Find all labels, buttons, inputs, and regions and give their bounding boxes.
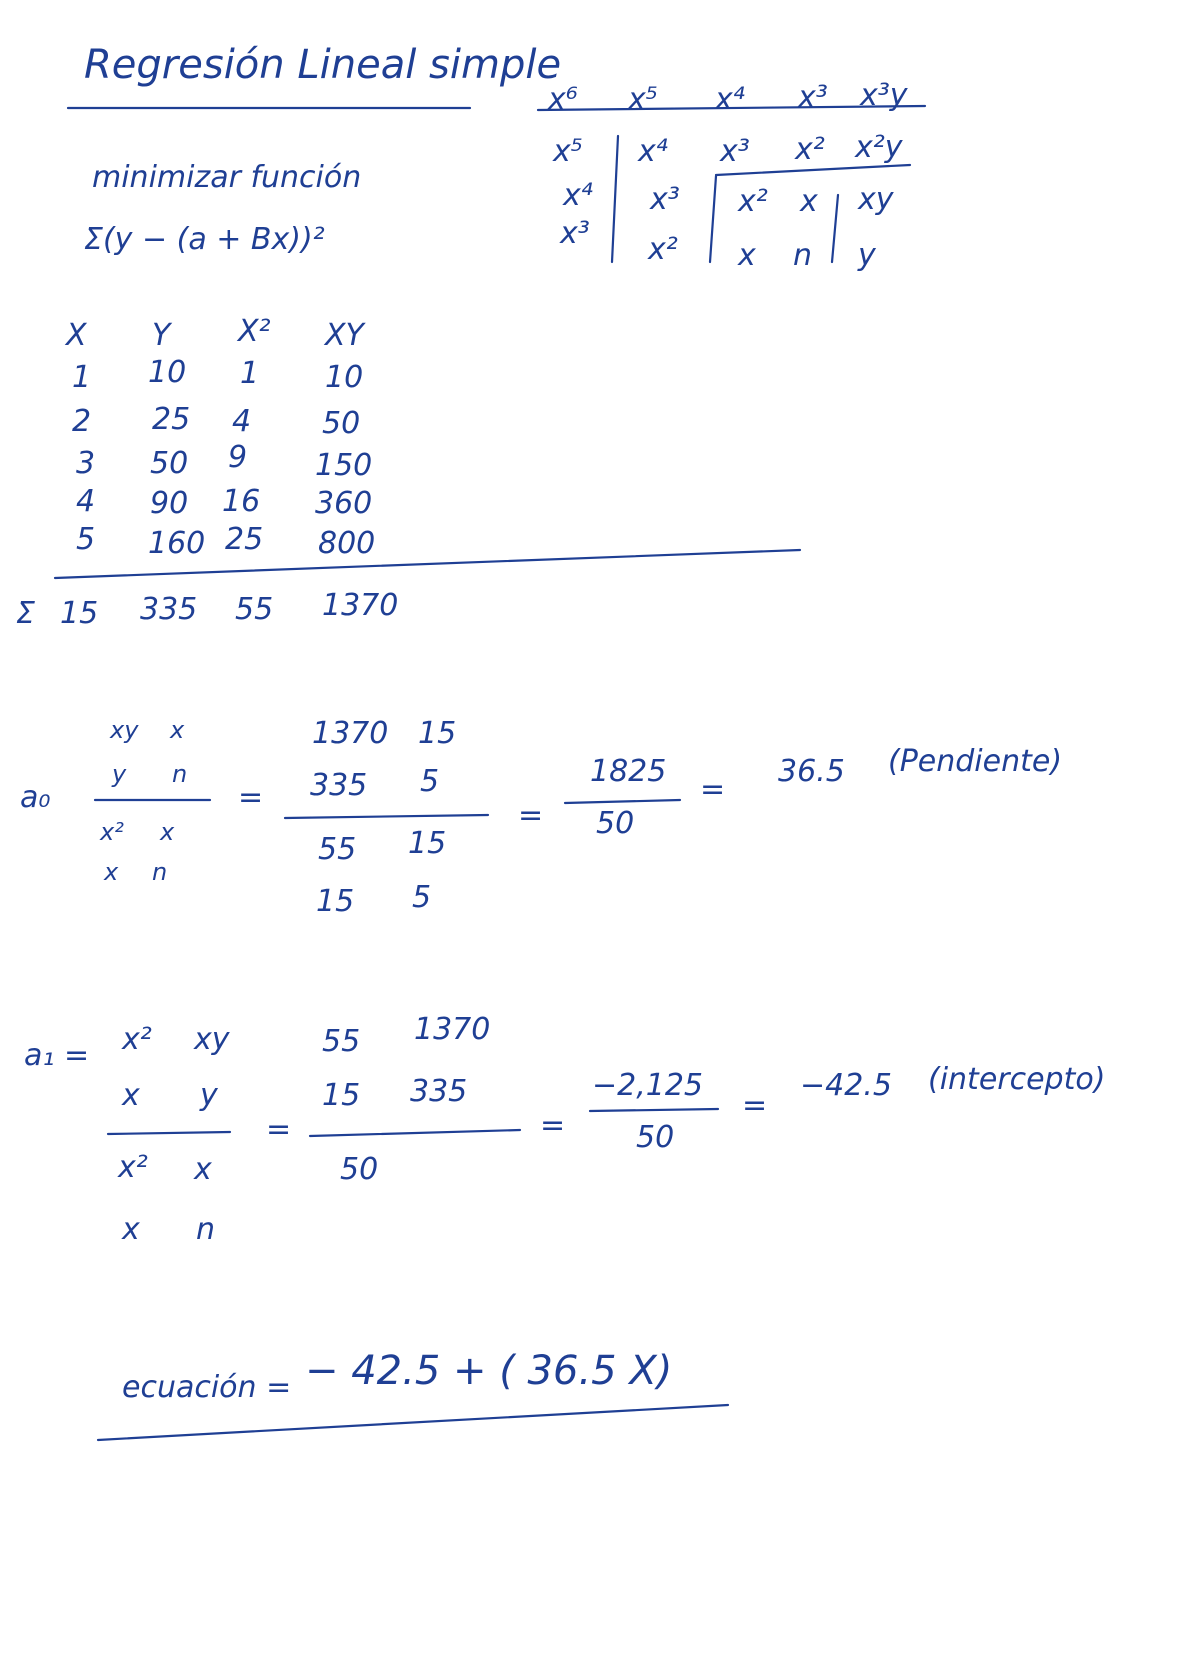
equation-underline bbox=[98, 1405, 728, 1440]
matrix-vbar-2 bbox=[710, 176, 716, 262]
a0-sym: x bbox=[160, 818, 175, 846]
matrix-cell: x³ bbox=[650, 182, 680, 217]
matrix-cell: x³ bbox=[798, 80, 828, 115]
a0-sym: x bbox=[104, 858, 119, 886]
matrix-cell: x⁴ bbox=[715, 82, 745, 117]
matrix-cell: x³ bbox=[720, 134, 750, 169]
table-cell: 150 bbox=[315, 448, 373, 483]
table-header: X² bbox=[238, 314, 271, 349]
table-cell: 16 bbox=[222, 484, 261, 519]
sum-cell: 1370 bbox=[322, 588, 399, 623]
a0-label: a₀ bbox=[20, 780, 51, 815]
a0-sym: n bbox=[152, 858, 168, 886]
matrix-cell: x² bbox=[648, 232, 678, 267]
equals-sign: = bbox=[518, 798, 544, 833]
sum-symbol: Σ bbox=[16, 596, 35, 631]
a0-frac-den: 50 bbox=[596, 806, 635, 841]
a1-val: 50 bbox=[340, 1152, 379, 1187]
equals-sign: = bbox=[238, 780, 264, 815]
a1-frac-bar bbox=[590, 1109, 718, 1111]
matrix-cell: n bbox=[793, 238, 813, 273]
a0-val: 5 bbox=[412, 880, 432, 915]
table-cell: 50 bbox=[322, 406, 361, 441]
a0-sym: n bbox=[172, 760, 188, 788]
matrix-cell: x² bbox=[738, 184, 768, 219]
a0-sym: x² bbox=[100, 818, 124, 846]
a1-sym: x bbox=[122, 1212, 140, 1247]
a0-val: 15 bbox=[408, 826, 447, 861]
a1-result: −42.5 bbox=[800, 1068, 892, 1103]
a1-frac-num: −2,125 bbox=[592, 1068, 704, 1103]
objective-line-2: Σ(y − (a + Bx))² bbox=[84, 222, 325, 257]
equals-sign: = bbox=[700, 772, 726, 807]
matrix-cell: x⁴ bbox=[638, 134, 668, 169]
a0-sym: xy bbox=[110, 716, 139, 744]
table-cell: 10 bbox=[325, 360, 364, 395]
a1-sym: n bbox=[196, 1212, 216, 1247]
table-cell: 9 bbox=[228, 440, 248, 475]
table-cell: 4 bbox=[232, 404, 252, 439]
equals-sign: = bbox=[266, 1112, 292, 1147]
table-cell: 25 bbox=[225, 522, 264, 557]
table-cell: 360 bbox=[315, 486, 373, 521]
table-cell: 90 bbox=[150, 486, 189, 521]
a1-sym-fraction-bar bbox=[108, 1132, 230, 1134]
a1-sym: x² bbox=[122, 1022, 152, 1057]
a0-val: 15 bbox=[418, 716, 457, 751]
a0-result: 36.5 bbox=[778, 754, 845, 789]
a0-note: (Pendiente) bbox=[888, 744, 1063, 779]
a0-val: 335 bbox=[310, 768, 368, 803]
matrix-cell: x bbox=[800, 184, 818, 219]
matrix-vbar-1 bbox=[612, 136, 618, 262]
a1-frac-den: 50 bbox=[636, 1120, 675, 1155]
matrix-cell: x³ bbox=[560, 216, 590, 251]
a1-val: 15 bbox=[322, 1078, 361, 1113]
a1-sym: x bbox=[122, 1078, 140, 1113]
table-cell: 3 bbox=[76, 446, 96, 481]
matrix-cell: x⁶ bbox=[548, 82, 578, 117]
matrix-cell: y bbox=[858, 238, 876, 273]
a0-sym: x bbox=[170, 716, 185, 744]
table-header: XY bbox=[325, 318, 364, 353]
a1-note: (intercepto) bbox=[928, 1062, 1106, 1097]
a1-val: 1370 bbox=[414, 1012, 491, 1047]
matrix-cell: x³y bbox=[860, 78, 908, 113]
matrix-cell: x²y bbox=[855, 130, 903, 165]
a0-sym: y bbox=[112, 760, 127, 788]
matrix-cell: x² bbox=[795, 132, 825, 167]
equals-sign: = bbox=[742, 1088, 768, 1123]
sum-cell: 55 bbox=[235, 592, 274, 627]
a0-val: 15 bbox=[316, 884, 355, 919]
a0-val-fraction-bar bbox=[285, 815, 488, 818]
table-header: X bbox=[66, 318, 87, 353]
a1-sym: y bbox=[200, 1078, 218, 1113]
matrix-cell: x⁵ bbox=[553, 134, 583, 169]
a1-val: 55 bbox=[322, 1024, 361, 1059]
table-cell: 4 bbox=[76, 484, 96, 519]
table-cell: 2 bbox=[72, 404, 92, 439]
sum-cell: 15 bbox=[60, 596, 99, 631]
table-cell: 25 bbox=[152, 402, 191, 437]
a0-val: 55 bbox=[318, 832, 357, 867]
table-cell: 800 bbox=[318, 526, 376, 561]
objective-line-1: minimizar función bbox=[92, 160, 362, 195]
equals-sign: = bbox=[540, 1108, 566, 1143]
a1-sym: xy bbox=[194, 1022, 230, 1057]
a1-val-fraction-bar bbox=[310, 1130, 520, 1136]
a0-val: 5 bbox=[420, 764, 440, 799]
a0-val: 1370 bbox=[312, 716, 389, 751]
table-cell: 10 bbox=[148, 355, 187, 390]
matrix-cell: x⁵ bbox=[628, 82, 658, 117]
a1-sym: x bbox=[194, 1152, 212, 1187]
a0-frac-num: 1825 bbox=[590, 754, 667, 789]
a0-frac-bar bbox=[565, 800, 680, 803]
table-cell: 1 bbox=[240, 356, 260, 391]
table-cell: 50 bbox=[150, 446, 189, 481]
sum-cell: 335 bbox=[140, 592, 198, 627]
a1-val: 335 bbox=[410, 1074, 468, 1109]
equation-expression: − 42.5 + ( 36.5 X) bbox=[305, 1348, 673, 1394]
table-cell: 1 bbox=[72, 360, 92, 395]
table-header: Y bbox=[152, 318, 171, 353]
table-cell: 5 bbox=[76, 522, 96, 557]
table-cell: 160 bbox=[148, 526, 206, 561]
matrix-vbar-3 bbox=[832, 195, 838, 262]
matrix-cell: x⁴ bbox=[563, 178, 593, 213]
equation-label: ecuación = bbox=[122, 1370, 292, 1405]
matrix-cell: xy bbox=[858, 182, 894, 217]
matrix-cell: x bbox=[738, 238, 756, 273]
a1-label: a₁ = bbox=[24, 1038, 90, 1073]
page-title: Regresión Lineal simple bbox=[84, 42, 562, 88]
a1-sym: x² bbox=[118, 1150, 148, 1185]
